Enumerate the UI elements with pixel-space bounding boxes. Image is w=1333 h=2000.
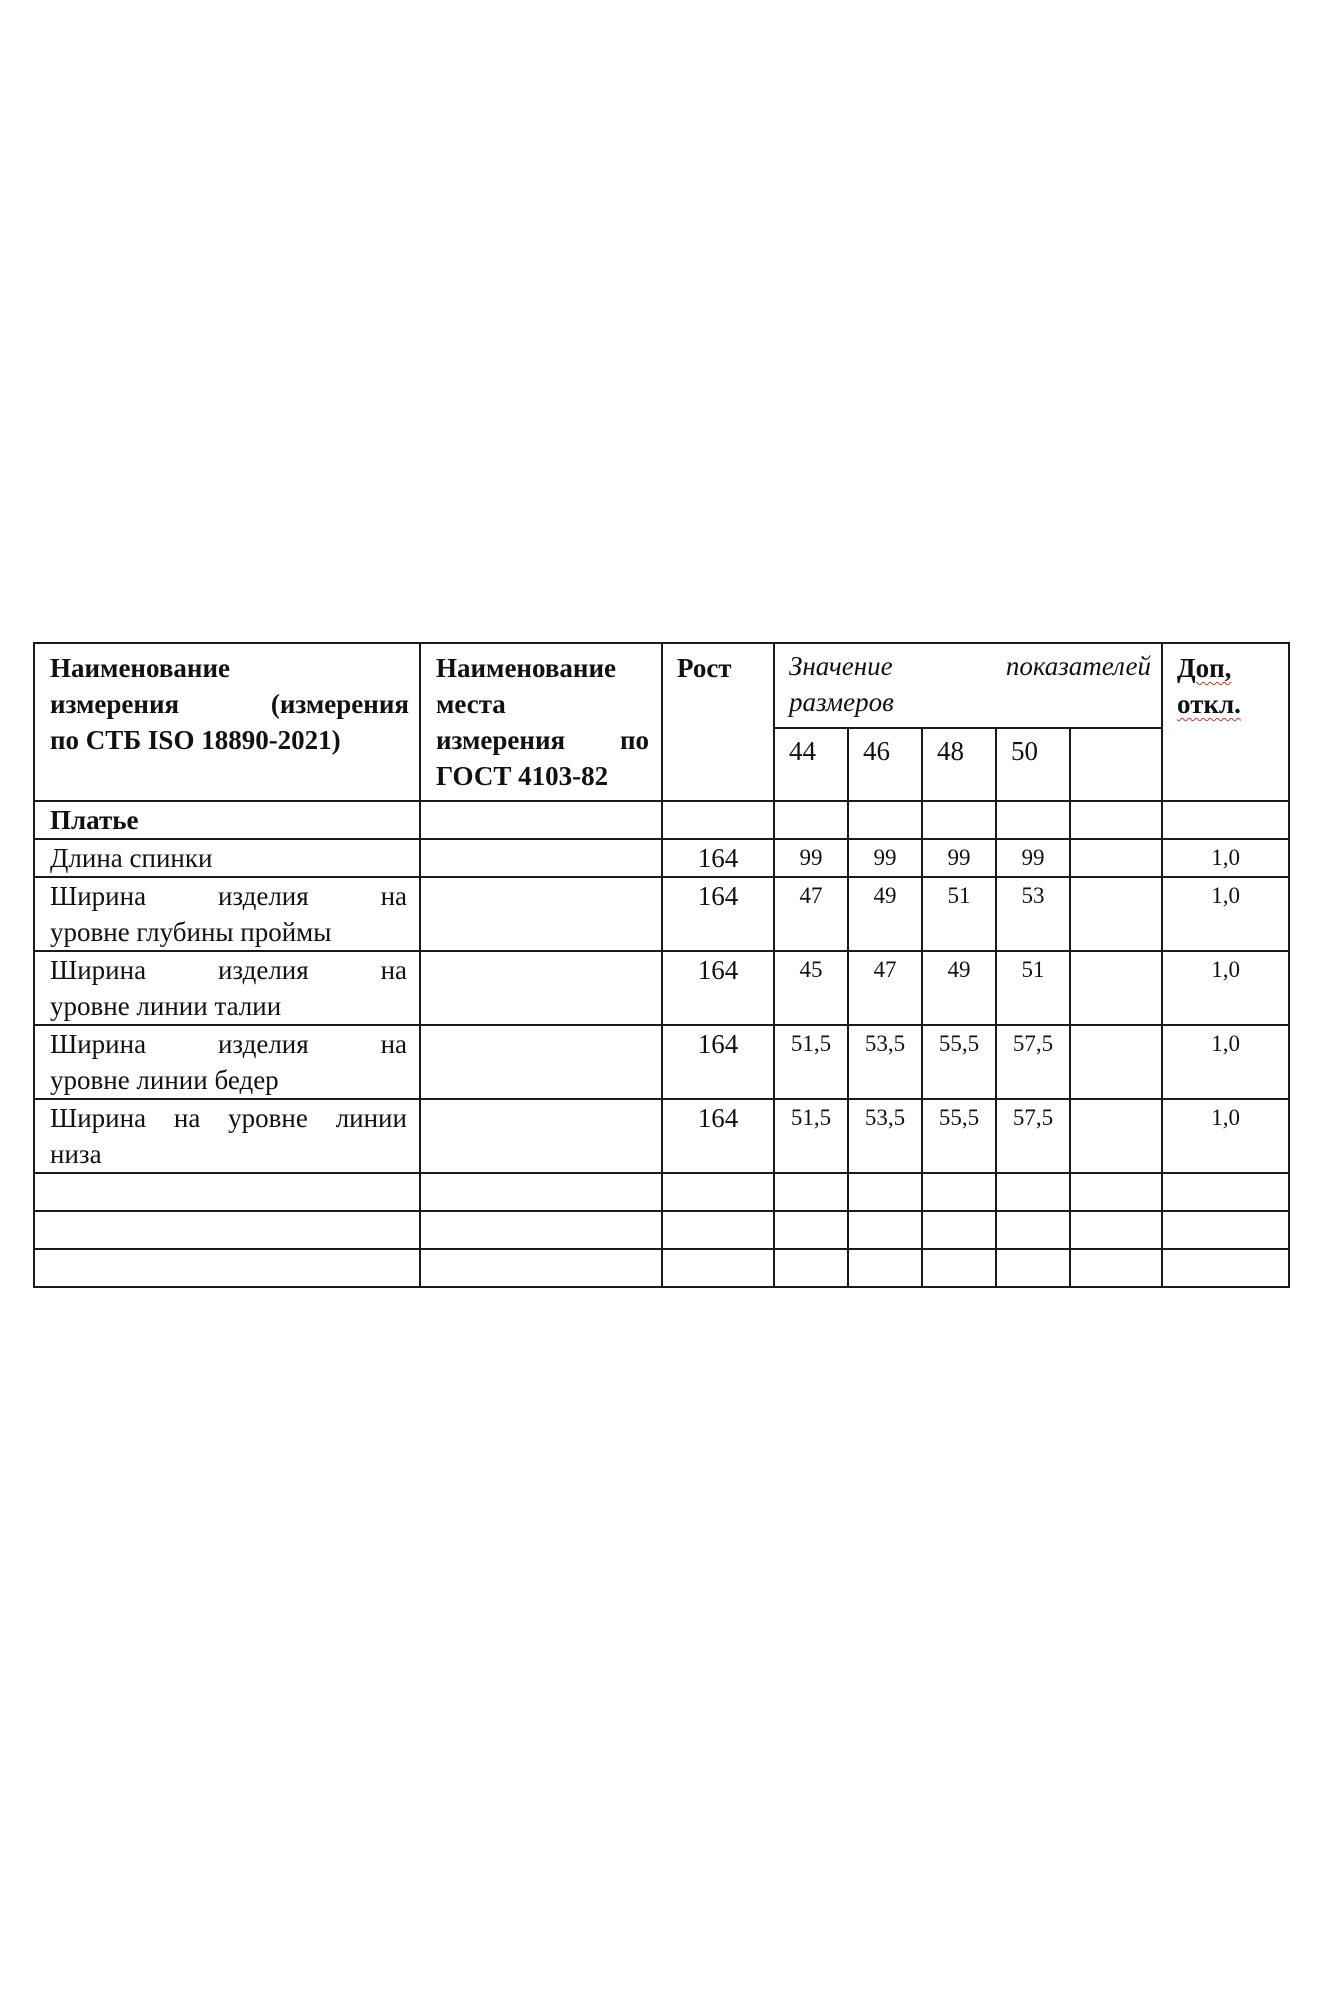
measurement-name: [34, 1025, 420, 1099]
table-cell: [848, 1249, 922, 1287]
measurement-place: [420, 877, 662, 951]
tolerance-value: 1,0: [1162, 877, 1289, 951]
header-line: откл.: [1177, 689, 1241, 719]
table-cell: [662, 1173, 774, 1211]
table-cell: [848, 1211, 922, 1249]
size-value: 99: [922, 839, 996, 877]
empty-row: [34, 1173, 1289, 1211]
table-cell: [662, 801, 774, 839]
word: Ширина: [50, 1103, 147, 1133]
size-value: 57,5: [996, 1025, 1070, 1099]
size-value: [1070, 1099, 1162, 1173]
section-row: [34, 801, 1289, 839]
table-cell: [420, 1211, 662, 1249]
size-value: [1070, 1025, 1162, 1099]
size-value: 99: [848, 839, 922, 877]
table-cell: [774, 1173, 848, 1211]
table-cell: [1070, 1173, 1162, 1211]
table-row: [34, 839, 1289, 877]
rost-value: 164: [662, 839, 774, 877]
size-value: 51: [922, 877, 996, 951]
measurement-name-line: [50, 952, 407, 988]
word: изделия: [217, 881, 309, 911]
size-value: 53,5: [848, 1099, 922, 1173]
measurement-name-line: низа: [50, 1139, 102, 1169]
measurement-place: [420, 1025, 662, 1099]
size-value: [1070, 877, 1162, 951]
rost-value: 164: [662, 877, 774, 951]
header-line: Наименование: [50, 653, 230, 683]
table-cell: [1162, 1173, 1289, 1211]
table-cell: [662, 1249, 774, 1287]
size-value: 49: [848, 877, 922, 951]
size-48: 48: [922, 728, 996, 801]
header-line: ГОСТ 4103-82: [436, 761, 609, 791]
header-line: измерения (измерения: [50, 689, 409, 719]
table-cell: [420, 1249, 662, 1287]
table-cell: [922, 1249, 996, 1287]
size-value: 57,5: [996, 1099, 1070, 1173]
table-cell: [848, 801, 922, 839]
section-title: Платье: [34, 801, 420, 839]
table-cell: [996, 1211, 1070, 1249]
tolerance-value: 1,0: [1162, 1025, 1289, 1099]
word: изделия: [217, 955, 309, 985]
size-empty: [1070, 728, 1162, 801]
header-line: по СТБ ISO 18890-2021): [50, 725, 341, 755]
measurement-name: Длина спинки: [34, 839, 420, 877]
table-cell: [996, 1249, 1070, 1287]
header-line: Доп,: [1177, 653, 1232, 683]
size-50: 50: [996, 728, 1070, 801]
table-cell: [1162, 1249, 1289, 1287]
word: линии: [335, 1103, 407, 1133]
word: на: [380, 881, 407, 911]
table-cell: [1070, 1211, 1162, 1249]
measurement-name-line: [50, 1026, 407, 1062]
table-cell: [34, 1249, 420, 1287]
table-cell: [848, 1173, 922, 1211]
size-value: 53,5: [848, 1025, 922, 1099]
header-word: по: [619, 725, 649, 755]
table-row: [34, 877, 1289, 951]
size-value: 47: [848, 951, 922, 1025]
table-row: [34, 951, 1289, 1025]
rost-value: 164: [662, 951, 774, 1025]
size-value: 51,5: [774, 1025, 848, 1099]
tolerance-value: 1,0: [1162, 951, 1289, 1025]
size-44: 44: [774, 728, 848, 801]
header-rost: Рост: [662, 643, 774, 801]
size-value: 49: [922, 951, 996, 1025]
measurement-name-line: [50, 1100, 407, 1136]
header-word: Значение: [789, 651, 893, 681]
size-value: 53: [996, 877, 1070, 951]
header-line: Наименование: [436, 653, 616, 683]
word: изделия: [217, 1029, 309, 1059]
word: Ширина: [50, 881, 147, 911]
word: уровне: [228, 1103, 308, 1133]
size-value: [1070, 951, 1162, 1025]
size-value: 51: [996, 951, 1070, 1025]
table-cell: [1162, 801, 1289, 839]
table-cell: [774, 1211, 848, 1249]
tolerance-value: 1,0: [1162, 1099, 1289, 1173]
table-cell: [420, 801, 662, 839]
table-row: [34, 1025, 1289, 1099]
rost-value: 164: [662, 1099, 774, 1173]
size-value: 99: [774, 839, 848, 877]
table-cell: [774, 1249, 848, 1287]
measurement-name: [34, 951, 420, 1025]
empty-row: [34, 1249, 1289, 1287]
table-cell: [34, 1211, 420, 1249]
tolerance-value: 1,0: [1162, 839, 1289, 877]
word: на: [380, 1029, 407, 1059]
measurement-name-line: уровне линии бедер: [50, 1065, 279, 1095]
size-value: 47: [774, 877, 848, 951]
size-value: 51,5: [774, 1099, 848, 1173]
header-line: места: [436, 689, 506, 719]
table-cell: [662, 1211, 774, 1249]
measurement-name-line: уровне линии талии: [50, 991, 282, 1021]
header-measurement-place: [420, 643, 662, 801]
table-cell: [922, 801, 996, 839]
table-cell: [996, 801, 1070, 839]
header-line: [789, 648, 1151, 684]
header-measurement-name: [34, 643, 420, 801]
header-row: [34, 643, 1289, 728]
table-cell: [774, 801, 848, 839]
table-cell: [922, 1173, 996, 1211]
measurement-table: [33, 642, 1290, 1288]
measurement-name-line: [50, 878, 407, 914]
measurement-name-line: уровне глубины проймы: [50, 917, 332, 947]
word: на: [380, 955, 407, 985]
header-line: [436, 722, 649, 758]
header-word: показателей: [1005, 651, 1152, 681]
size-46: 46: [848, 728, 922, 801]
table-cell: [420, 1173, 662, 1211]
measurement-name: [34, 1099, 420, 1173]
table-row: [34, 1099, 1289, 1173]
word: Ширина: [50, 955, 147, 985]
empty-row: [34, 1211, 1289, 1249]
table-cell: [1070, 1249, 1162, 1287]
table-cell: [922, 1211, 996, 1249]
table-cell: [1070, 801, 1162, 839]
header-line: размеров: [789, 687, 894, 717]
word: Ширина: [50, 1029, 147, 1059]
header-tolerance: [1162, 643, 1289, 801]
table-cell: [34, 1173, 420, 1211]
header-size-values: [774, 643, 1162, 728]
table-cell: [1162, 1211, 1289, 1249]
rost-value: 164: [662, 1025, 774, 1099]
size-value: 99: [996, 839, 1070, 877]
measurement-place: [420, 1099, 662, 1173]
table-cell: [996, 1173, 1070, 1211]
measurement-place: [420, 951, 662, 1025]
size-value: 45: [774, 951, 848, 1025]
measurement-place: [420, 839, 662, 877]
measurement-name: [34, 877, 420, 951]
size-value: 55,5: [922, 1099, 996, 1173]
size-value: 55,5: [922, 1025, 996, 1099]
header-word: измерения: [436, 725, 566, 755]
size-value: [1070, 839, 1162, 877]
word: на: [173, 1103, 201, 1133]
